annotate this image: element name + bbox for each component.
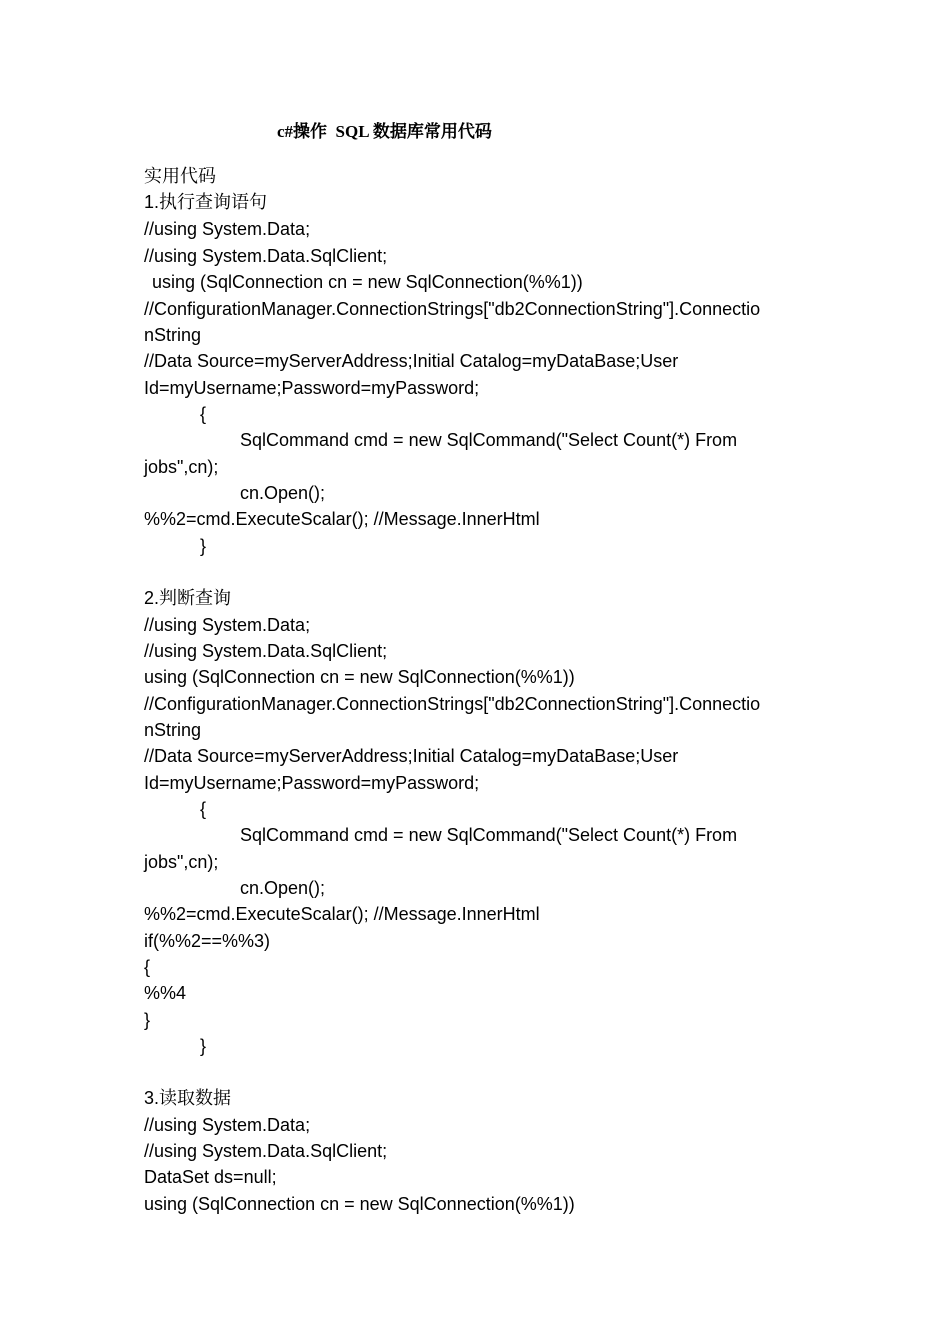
- code-line: //using System.Data.SqlClient;: [144, 1141, 388, 1161]
- code-line: %%2=cmd.ExecuteScalar(); //Message.InnerHtml: [144, 509, 540, 529]
- code-line: Id=myUsername;Password=myPassword;: [144, 773, 480, 793]
- code-line: //Data Source=myServerAddress;Initial Catalog=myDataBase;User: [144, 746, 679, 766]
- section-1-heading: 1.执行查询语句: [144, 192, 268, 212]
- code-line: using (SqlConnection cn = new SqlConnection(%%1)): [144, 1194, 575, 1214]
- document-title: c#操作 SQL 数据库常用代码: [277, 122, 492, 141]
- code-line: using (SqlConnection cn = new SqlConnection(%%1)): [152, 272, 583, 292]
- code-line: SqlCommand cmd = new SqlCommand("Select Count(*) From: [240, 825, 738, 845]
- code-line: nString: [144, 325, 202, 345]
- code-line: //using System.Data;: [144, 615, 311, 635]
- code-line: nString: [144, 720, 202, 740]
- code-line: {: [200, 799, 207, 819]
- code-line: }: [200, 1036, 207, 1056]
- code-line: SqlCommand cmd = new SqlCommand("Select Count(*) From: [240, 430, 738, 450]
- code-line: %%4: [144, 983, 187, 1003]
- code-line: Id=myUsername;Password=myPassword;: [144, 378, 480, 398]
- code-line: }: [144, 1010, 151, 1030]
- code-line: //Data Source=myServerAddress;Initial Catalog=myDataBase;User: [144, 351, 679, 371]
- code-line: %%2=cmd.ExecuteScalar(); //Message.InnerHtml: [144, 904, 540, 924]
- code-line: cn.Open();: [240, 878, 326, 898]
- code-line: DataSet ds=null;: [144, 1167, 277, 1187]
- intro-heading: 实用代码: [144, 166, 216, 186]
- code-line: cn.Open();: [240, 483, 326, 503]
- code-line: //ConfigurationManager.ConnectionStrings["db2ConnectionString"].Connectio: [144, 694, 761, 714]
- section-3-heading: 3.读取数据: [144, 1088, 232, 1108]
- code-line: }: [200, 536, 207, 556]
- section-2-heading: 2.判断查询: [144, 588, 232, 608]
- code-line: if(%%2==%%3): [144, 931, 271, 951]
- code-line: using (SqlConnection cn = new SqlConnection(%%1)): [144, 667, 575, 687]
- code-line: jobs",cn);: [144, 852, 219, 872]
- code-line: //using System.Data.SqlClient;: [144, 641, 388, 661]
- code-line: //using System.Data;: [144, 1115, 311, 1135]
- code-line: //ConfigurationManager.ConnectionStrings["db2ConnectionString"].Connectio: [144, 299, 761, 319]
- code-line: {: [144, 957, 151, 977]
- code-line: //using System.Data;: [144, 219, 311, 239]
- code-line: //using System.Data.SqlClient;: [144, 246, 388, 266]
- code-line: jobs",cn);: [144, 457, 219, 477]
- code-line: {: [200, 404, 207, 424]
